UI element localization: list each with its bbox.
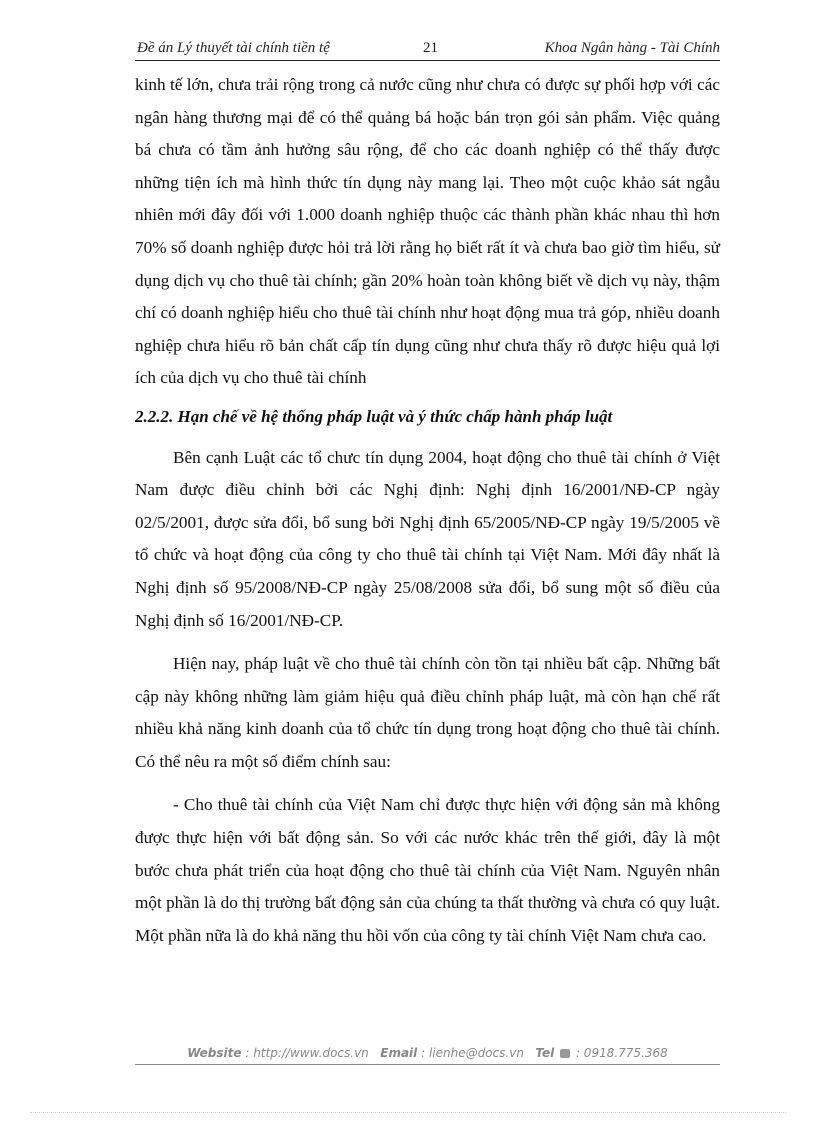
paragraph-3: Hiện nay, pháp luật về cho thuê tài chính còn tồn tại nhiều bất cập. Những bất cập này không những làm giảm hiệu quả điều chỉnh pháp luật, mà còn hạn chế rất nhiều khả năng kinh doanh của tổ chức tín dụng trong hoạt động cho thuê tài chính. Có thể nêu ra một số điểm chính sau: — [135, 654, 720, 771]
section-heading: 2.2.2. Hạn chế về hệ thống pháp luật và ý thức chấp hành pháp luật — [135, 406, 613, 426]
page-bottom-divider — [30, 1112, 786, 1113]
header-faculty: Khoa Ngân hàng - Tài Chính — [544, 40, 720, 56]
paragraph-2: Bên cạnh Luật các tổ chưc tín dụng 2004, hoạt động cho thuê tài chính ở Việt Nam được điều chỉnh bởi các Nghị định: Nghị định 16/2001/NĐ-CP ngày 02/5/2001, được sửa đổi, bổ sung bởi Nghị định 65/2005/NĐ-CP ngày 19/5/2005 về tổ chức và hoạt động của công ty cho thuê tài chính tại Việt Nam. Mới đây nhất là Nghị định số 95/2008/NĐ-CP ngày 25/08/2008 sửa đổi, bổ sung một số điều của Nghị định số 16/2001/NĐ-CP. — [135, 447, 720, 630]
phone-icon — [560, 1049, 570, 1058]
page-header — [135, 38, 720, 61]
paragraph-4: - Cho thuê tài chính của Việt Nam chỉ được thực hiện với động sản mà không được thực hiện với bất động sản. So với các nước khác trên thế giới, đây là một bước chưa phát triển của hoạt động cho thuê tài chính của Việt Nam. Nguyên nhân một phần là do thị trường bất động sản của chúng ta thất thường và chưa có quy luật. Một phần nữa là do khả năng thu hồi vốn của công ty tài chính Việt Nam chưa cao. — [135, 795, 720, 945]
paragraph-1: kinh tế lớn, chưa trải rộng trong cả nước cũng như chưa có được sự phối hợp với các ngân hàng thương mại để có thể quảng bá hoặc bán trọn gói sản phẩm. Việc quảng bá chưa có tầm ảnh hưởng sâu rộng, để cho các doanh nghiệp có thể thấy được những tiện ích mà hình thức tín dụng này mang lại. Theo một cuộc khảo sát ngẫu nhiên mới đây đối với 1.000 doanh nghiệp thuộc các thành phần khác nhau thì hơn 70% số doanh nghiệp được hỏi trả lời rằng họ biết rất ít và chưa bao giờ tìm hiểu, sử dụng dịch vụ cho thuê tài chính; gần 20% hoàn toàn không biết về dịch vụ này, thậm chí có doanh nghiệp hiểu cho thuê tài chính như hoạt động mua trả góp, nhiều doanh nghiệp chưa hiểu rõ bản chất cấp tín dụng cũng như chưa thấy rõ được hiệu quả lợi ích của dịch vụ cho thuê tài chính — [135, 75, 720, 388]
footer-email-link[interactable]: : lienhe@docs.vn — [421, 1046, 524, 1060]
footer-tel-value: : 0918.775.368 — [575, 1046, 668, 1060]
document-body — [135, 69, 720, 952]
footer-website-label: Website — [187, 1046, 242, 1060]
footer-tel-label: Tel — [535, 1046, 555, 1060]
page-number: 21 — [423, 40, 438, 56]
footer-website-link[interactable]: : http://www.docs.vn — [245, 1046, 369, 1060]
page-footer — [135, 1046, 720, 1065]
footer-email-label: Email — [380, 1046, 418, 1060]
header-doc-title: Đề án Lý thuyết tài chính tiền tệ — [137, 40, 330, 56]
